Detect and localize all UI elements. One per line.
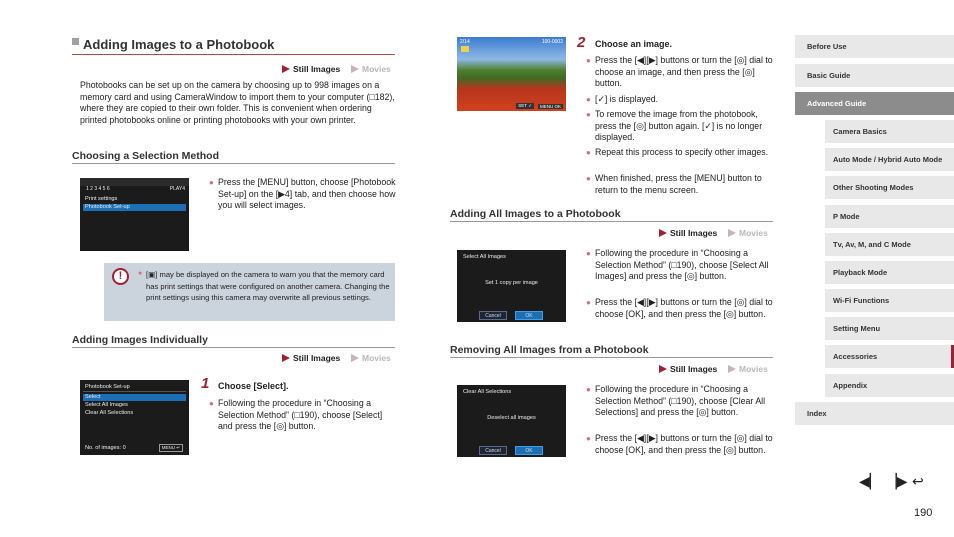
camera-screen-photobook-setup: Photobook Set-up Select Select All Images Clear All Selections No. of images: 0 MENU ↵	[80, 380, 189, 455]
sidebar-item-setting-menu[interactable]: Setting Menu	[825, 317, 954, 340]
clear-all-bullet-1: ● Following the procedure in “Choosing a Selection Method” (□190), choose [Clear All Selections] and press the [◎] button.	[586, 384, 766, 417]
step-2-bullet-5: ● When finished, press the [MENU] button to return to the menu screen.	[586, 173, 762, 195]
prev-page-icon[interactable]: ◀▏	[859, 473, 881, 489]
sidebar-item-basic-guide[interactable]: Basic Guide	[795, 64, 954, 87]
sidebar-item-other-shooting-modes[interactable]: Other Shooting Modes	[825, 176, 954, 199]
step-2-title: Choose an image.	[595, 39, 673, 49]
section-choosing-method: Choosing a Selection Method	[72, 150, 395, 164]
sidebar-item-index[interactable]: Index	[795, 402, 954, 425]
return-icon[interactable]: ↩	[912, 473, 924, 489]
camera-screen-menu: 1 2 3 4 5 6 PLAY4 Print settings Photobook Set-up	[80, 178, 189, 251]
mode-indicator-4: Still Images Movies	[659, 364, 768, 374]
mode-indicator-3: Still Images Movies	[659, 228, 768, 238]
mode-indicator-2: Still Images Movies	[282, 353, 391, 363]
page-title: Adding Images to a Photobook	[72, 36, 395, 55]
sidebar-item-camera-basics[interactable]: Camera Basics	[825, 120, 954, 143]
sidebar-item-playback-mode[interactable]: Playback Mode	[825, 261, 954, 284]
step-1-bullet: ● Following the procedure in “Choosing a Selection Method” (□190), choose [Select] and press the [◎] button.	[209, 398, 383, 431]
sidebar-item-auto-mode[interactable]: Auto Mode / Hybrid Auto Mode	[825, 148, 954, 171]
mode-indicator: Still Images Movies	[282, 64, 391, 74]
section-adding-individually: Adding Images Individually	[72, 334, 395, 348]
sidebar-item-tv-av-m-c-mode[interactable]: Tv, Av, M, and C Mode	[825, 233, 954, 256]
bullet-choose-method: ● Press the [MENU] button, choose [Photobook Set-up] on the [▶4] tab, and then choose how you will select images.	[209, 177, 396, 210]
step-number-2: 2	[577, 34, 586, 51]
step-2-bullet-3: ● To remove the image from the photobook, press the [◎] button again. [✓] is no longer displayed.	[586, 109, 763, 142]
sidebar-item-accessories[interactable]: Accessories	[825, 345, 954, 368]
step-2-bullet-1: ● Press the [◀][▶] buttons or turn the [◎] dial to choose an image, and then press the [◎] button.	[586, 55, 773, 88]
section-removing-all: Removing All Images from a Photobook	[450, 344, 773, 358]
page-number: 190	[914, 507, 933, 519]
step-1-title: Choose [Select].	[218, 381, 289, 391]
intro-text: Photobooks can be set up on the camera by choosing up to 998 images on a memory card and using CameraWindow to import them to your computer (□182), where they are copied to their own folder. This is convenient when ordering printed photobooks online or printing photobooks with your own printer.	[80, 80, 395, 125]
section-adding-all: Adding All Images to a Photobook	[450, 208, 773, 222]
select-all-bullet-2: ● Press the [◀][▶] buttons or turn the [◎] dial to choose [OK], and then press the [◎] button.	[586, 297, 773, 319]
sidebar-item-p-mode[interactable]: P Mode	[825, 205, 954, 228]
select-all-bullet-1: ● Following the procedure in “Choosing a Selection Method” (□190), choose [Select All Images] and press the [◎] button.	[586, 248, 769, 281]
warning-icon: !	[112, 268, 129, 285]
sidebar-item-wifi-functions[interactable]: Wi-Fi Functions	[825, 289, 954, 312]
clear-all-bullet-2: ● Press the [◀][▶] buttons or turn the [◎] dial to choose [OK], and then press the [◎] button.	[586, 433, 773, 455]
caution-note: ! ● [▣] may be displayed on the camera to warn you that the memory card has print settings that were configured on another camera. Changing the print settings using this camera may overwrite all previous settings.	[104, 263, 395, 321]
step-2-bullet-2: ● [✓] is displayed.	[586, 94, 659, 104]
camera-screen-clear-all: Clear All Selections Deselect all images Cancel OK	[457, 385, 566, 457]
sidebar-item-advanced-guide[interactable]: Advanced Guide	[795, 92, 954, 115]
step-2-bullet-4: ● Repeat this process to specify other images.	[586, 147, 769, 157]
sidebar-item-appendix[interactable]: Appendix	[825, 374, 954, 397]
step-number-1: 1	[201, 375, 210, 392]
camera-screen-select-all: Select All Images Set 1 copy per image Cancel OK	[457, 250, 566, 322]
camera-photo-preview: 2/14 100-0002 MENU OK SET ✓	[457, 37, 566, 111]
next-page-icon[interactable]: ▕▶	[886, 473, 908, 489]
sidebar-item-before-use[interactable]: Before Use	[795, 35, 954, 58]
